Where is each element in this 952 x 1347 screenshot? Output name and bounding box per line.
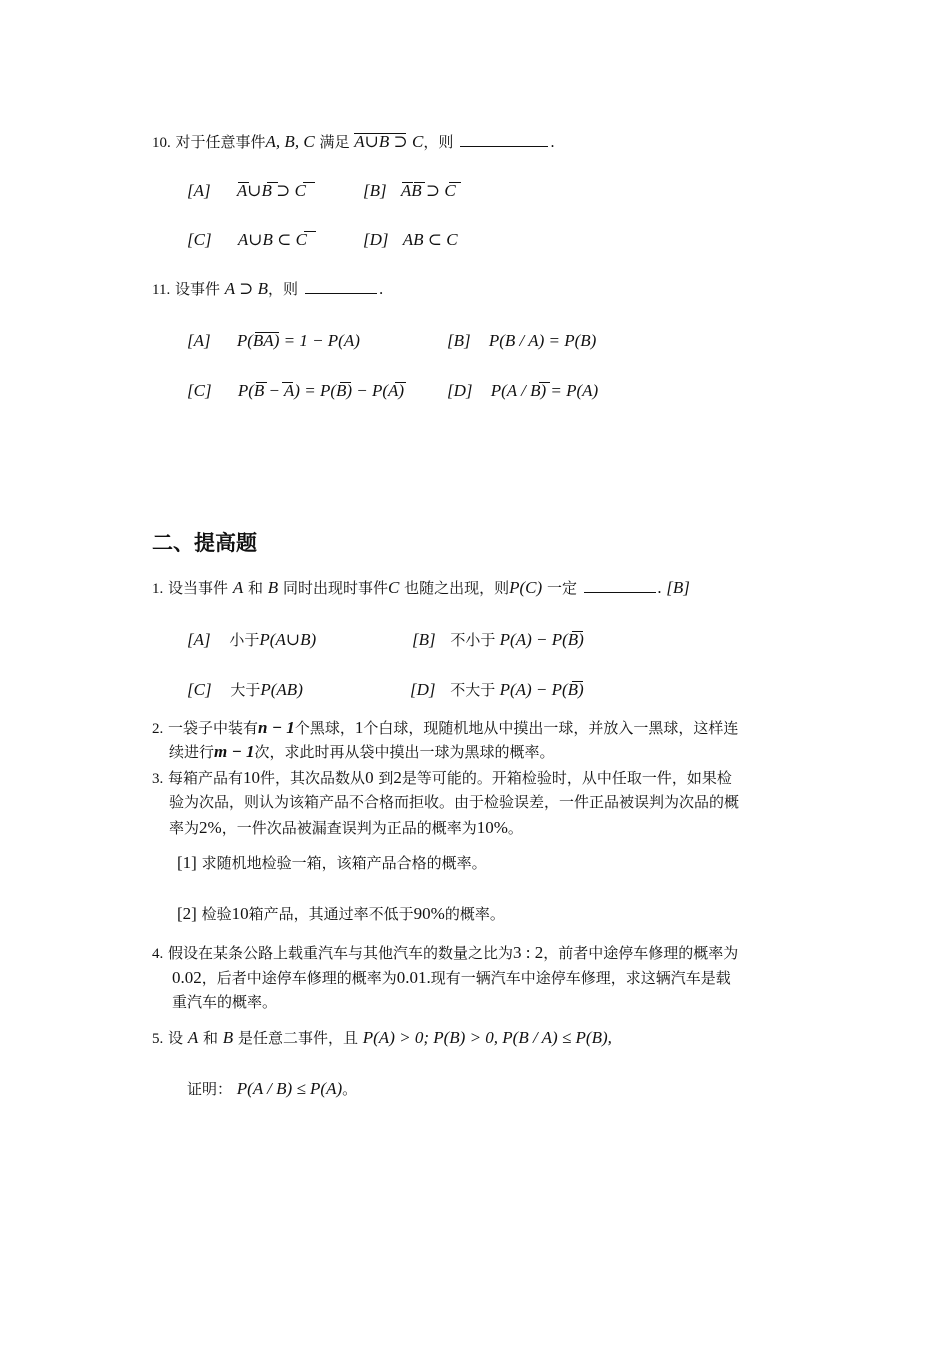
p1-event-b: B	[267, 578, 279, 597]
q11-option-a-tag: [A]	[187, 331, 211, 350]
q10-option-b	[363, 180, 456, 202]
q10-option-a-expr	[237, 181, 306, 200]
q10-condition-text: A∪B ⊃ C	[354, 132, 424, 151]
p1-text-d: 一定	[546, 579, 577, 597]
p3-sub-2-num-90pct: 90%	[413, 904, 445, 923]
q11-end: .	[378, 280, 384, 298]
p3-sub-2	[177, 903, 505, 925]
p3-num-10pct: 10%	[476, 818, 508, 837]
p1-number: 1.	[152, 581, 164, 597]
p1-text-b: 同时出现时事件	[282, 579, 388, 597]
p3-sub-1-text: 求随机地检验一箱，该箱产品合格的概率。	[201, 854, 487, 872]
q10-option-c-expr	[238, 230, 307, 249]
p3-sub-2-tag: [2]	[177, 904, 197, 923]
q11-option-b-tag: [B]	[447, 331, 471, 350]
p3-sub-2-text-c: 的概率。	[444, 905, 505, 923]
p5-proof-end: 。	[342, 1080, 358, 1098]
overbar	[414, 182, 425, 183]
p5-number: 5.	[152, 1031, 164, 1047]
p3-text-1d: 是等可能的。开箱检验时，从中任取一件，如果检	[401, 769, 732, 787]
p2-line-1	[152, 717, 738, 740]
q11-option-a-expr-text: P(BA) = 1 − P(A)	[236, 331, 360, 350]
p3-number: 3.	[152, 771, 164, 787]
p5-proof-expr: P(A / B) ≤ P(A)	[236, 1079, 343, 1098]
p3-line-3	[169, 817, 523, 839]
p4-num-001: 0.01.	[396, 968, 431, 987]
p2-line-2	[169, 741, 555, 763]
p5-event-a: A	[187, 1028, 199, 1047]
q10-text-b: 满足	[319, 133, 350, 151]
q11-option-a	[187, 330, 360, 352]
q10-option-a-expr-text: A∪B ⊃ C	[236, 181, 306, 200]
p1-tail: . [B]	[657, 578, 690, 597]
q10-option-b-tag: [B]	[363, 181, 387, 200]
p5-text-1b: 是任意二事件，且	[237, 1029, 358, 1047]
q11-option-c	[187, 380, 404, 402]
p1-text-a: 设当事件	[168, 579, 229, 597]
q11-option-b	[447, 330, 596, 352]
q11-option-d-expr-text: P(A / B) = P(A)	[490, 381, 599, 400]
p1-option-a-tag: [A]	[187, 630, 211, 649]
p1-event-a: A	[232, 578, 244, 597]
p1-option-c-expr: P(AB)	[260, 680, 303, 699]
q10-end: .	[550, 133, 555, 151]
p2-text-1b: 个黑球，	[294, 719, 355, 737]
p3-text-3b: ，一件次品被漏查误判为正品的概率为	[221, 819, 477, 837]
p2-text-1a: 一袋子中装有	[168, 719, 259, 737]
p5-condition: P(A) > 0; P(B) > 0, P(B / A) ≤ P(B),	[362, 1028, 612, 1047]
p3-text-3c: 。	[507, 819, 523, 837]
p1-answer-blank	[584, 578, 656, 593]
q11-stem	[152, 278, 384, 301]
p2-text-2b: 次，求此时再从袋中摸出一球为黑球的概率。	[254, 743, 555, 761]
overbar	[572, 681, 583, 682]
p4-ratio: 3 : 2	[513, 943, 544, 962]
overbar	[267, 182, 278, 183]
p3-line-1	[152, 767, 732, 790]
q10-option-c-expr-text: A∪B ⊂ C	[237, 230, 307, 249]
p5-event-b: B	[222, 1028, 234, 1047]
p4-text-2b: 现有一辆汽车中途停车修理，求这辆汽车是载	[430, 969, 731, 987]
p1-option-a-text: 小于	[229, 631, 260, 649]
p5-proof-label: 证明：	[187, 1080, 233, 1098]
overbar	[395, 382, 406, 383]
q10-number: 10.	[152, 135, 171, 151]
overbar	[255, 332, 279, 333]
p1-option-d	[410, 679, 584, 701]
overbar	[303, 182, 315, 183]
p3-sub-2-text-b: 箱产品，其通过率不低于	[248, 905, 414, 923]
overbar	[256, 382, 267, 383]
p1-pc: P(C)	[509, 578, 543, 597]
q11-condition: A ⊃ B	[224, 279, 268, 298]
q10-stem	[152, 131, 555, 154]
q11-option-d-expr	[491, 381, 598, 400]
q10-condition-overbar	[354, 133, 406, 134]
overbar	[340, 382, 351, 383]
q11-text-b: ，则	[268, 280, 299, 298]
q10-condition	[354, 132, 423, 151]
q10-option-d-expr: AB ⊂ C	[402, 230, 458, 249]
p1-option-c-text: 大于	[230, 681, 261, 699]
p1-option-b-expr-text: P(A) − P(B)	[499, 630, 584, 649]
q11-option-c-expr-text: P(B − A) = P(B) − P(A)	[237, 381, 405, 400]
p1-option-c	[187, 679, 303, 701]
q11-option-c-expr	[238, 381, 404, 400]
q10-option-a	[187, 180, 306, 202]
p5-line-2	[187, 1078, 357, 1100]
p2-num-1: 1	[354, 718, 364, 737]
p2-number: 2.	[152, 721, 164, 737]
p5-line-1	[152, 1027, 612, 1050]
p1-option-c-tag: [C]	[187, 680, 212, 699]
q10-option-a-tag: [A]	[187, 181, 211, 200]
p1-and: 和	[248, 579, 264, 597]
q11-option-c-tag: [C]	[187, 381, 212, 400]
p3-text-3a: 率为	[169, 819, 200, 837]
p4-number: 4.	[152, 946, 164, 962]
q11-option-b-expr: P(B / A) = P(B)	[488, 331, 597, 350]
p1-option-b-tag: [B]	[412, 630, 436, 649]
q11-option-d	[447, 380, 598, 402]
p2-text-1d: 个白球，现随机地从中摸出一球，并放入一黑球，这样连	[363, 719, 739, 737]
q11-number: 11.	[152, 282, 171, 298]
p1-option-b-expr	[495, 630, 583, 649]
p3-sub-1-tag: [1]	[177, 853, 197, 872]
p1-stem	[152, 577, 690, 600]
q10-option-b-expr-text: AB ⊃ C	[400, 181, 456, 200]
q11-answer-blank	[305, 279, 377, 294]
p3-text-1c: 到	[378, 769, 394, 787]
q10-vars: A, B, C	[265, 132, 315, 151]
overbar	[238, 182, 249, 183]
p3-num-2pct: 2%	[199, 818, 222, 837]
p3-text-1b: 件，其次品数从	[260, 769, 366, 787]
p1-option-a	[187, 629, 316, 651]
p4-text-2a: ，后者中途停车修理的概率为	[201, 969, 397, 987]
p2-expr-n: n − 1	[258, 718, 295, 737]
overbar	[449, 182, 461, 183]
q10-option-b-expr	[401, 181, 456, 200]
q10-text-c: ，则	[423, 133, 454, 151]
p3-sub-2-num-10: 10	[231, 904, 249, 923]
p2-text-2a: 续进行	[169, 743, 215, 761]
p1-option-d-expr	[495, 680, 583, 699]
p1-option-d-expr-text: P(A) − P(B)	[499, 680, 584, 699]
p3-text-1a: 每箱产品有	[168, 769, 244, 787]
p3-sub-2-text-a: 检验	[201, 905, 232, 923]
p5-text-1a: 设	[168, 1029, 184, 1047]
q10-option-d	[363, 229, 458, 251]
p2-expr-m: m − 1	[214, 742, 255, 761]
p4-num-002: 0.02	[172, 968, 202, 987]
p4-line-1	[152, 942, 738, 965]
section-title: 二、提高题	[152, 531, 257, 555]
q10-text-a: 对于任意事件	[175, 133, 266, 151]
overbar	[539, 382, 550, 383]
q10-option-d-tag: [D]	[363, 230, 389, 249]
p3-num-0: 0	[365, 768, 374, 787]
p4-line-3: 重汽车的概率。	[172, 993, 278, 1011]
p1-option-b	[412, 629, 584, 651]
overbar	[402, 182, 413, 183]
p1-option-d-tag: [D]	[410, 680, 436, 699]
p3-line-2: 验为次品，则认为该箱产品不合格而拒收。由于检验误差，一件正品被误判为次品的概	[169, 793, 740, 811]
q11-option-a-expr	[237, 331, 360, 350]
p3-sub-1	[177, 852, 487, 874]
q10-option-c-tag: [C]	[187, 230, 212, 249]
p1-text-c: 也随之出现，则	[404, 579, 510, 597]
overbar	[282, 382, 293, 383]
overbar	[572, 631, 583, 632]
p1-event-c: C	[387, 578, 400, 597]
overbar	[304, 231, 316, 232]
p3-num-2: 2	[393, 768, 402, 787]
p5-and: 和	[203, 1029, 219, 1047]
q10-option-c	[187, 229, 307, 251]
p1-option-a-expr: P(A∪B)	[259, 630, 317, 649]
q11-text-a: 设事件	[174, 280, 220, 298]
p4-line-2	[172, 967, 731, 989]
p3-num-10: 10	[243, 768, 261, 787]
p1-option-d-text: 不大于	[450, 681, 496, 699]
p4-text-1b: ，前者中途停车修理的概率为	[543, 944, 739, 962]
p1-option-b-text: 不小于	[450, 631, 496, 649]
p4-text-1a: 假设在某条公路上载重汽车与其他汽车的数量之比为	[168, 944, 514, 962]
q10-answer-blank	[460, 132, 548, 147]
q11-option-d-tag: [D]	[447, 381, 473, 400]
